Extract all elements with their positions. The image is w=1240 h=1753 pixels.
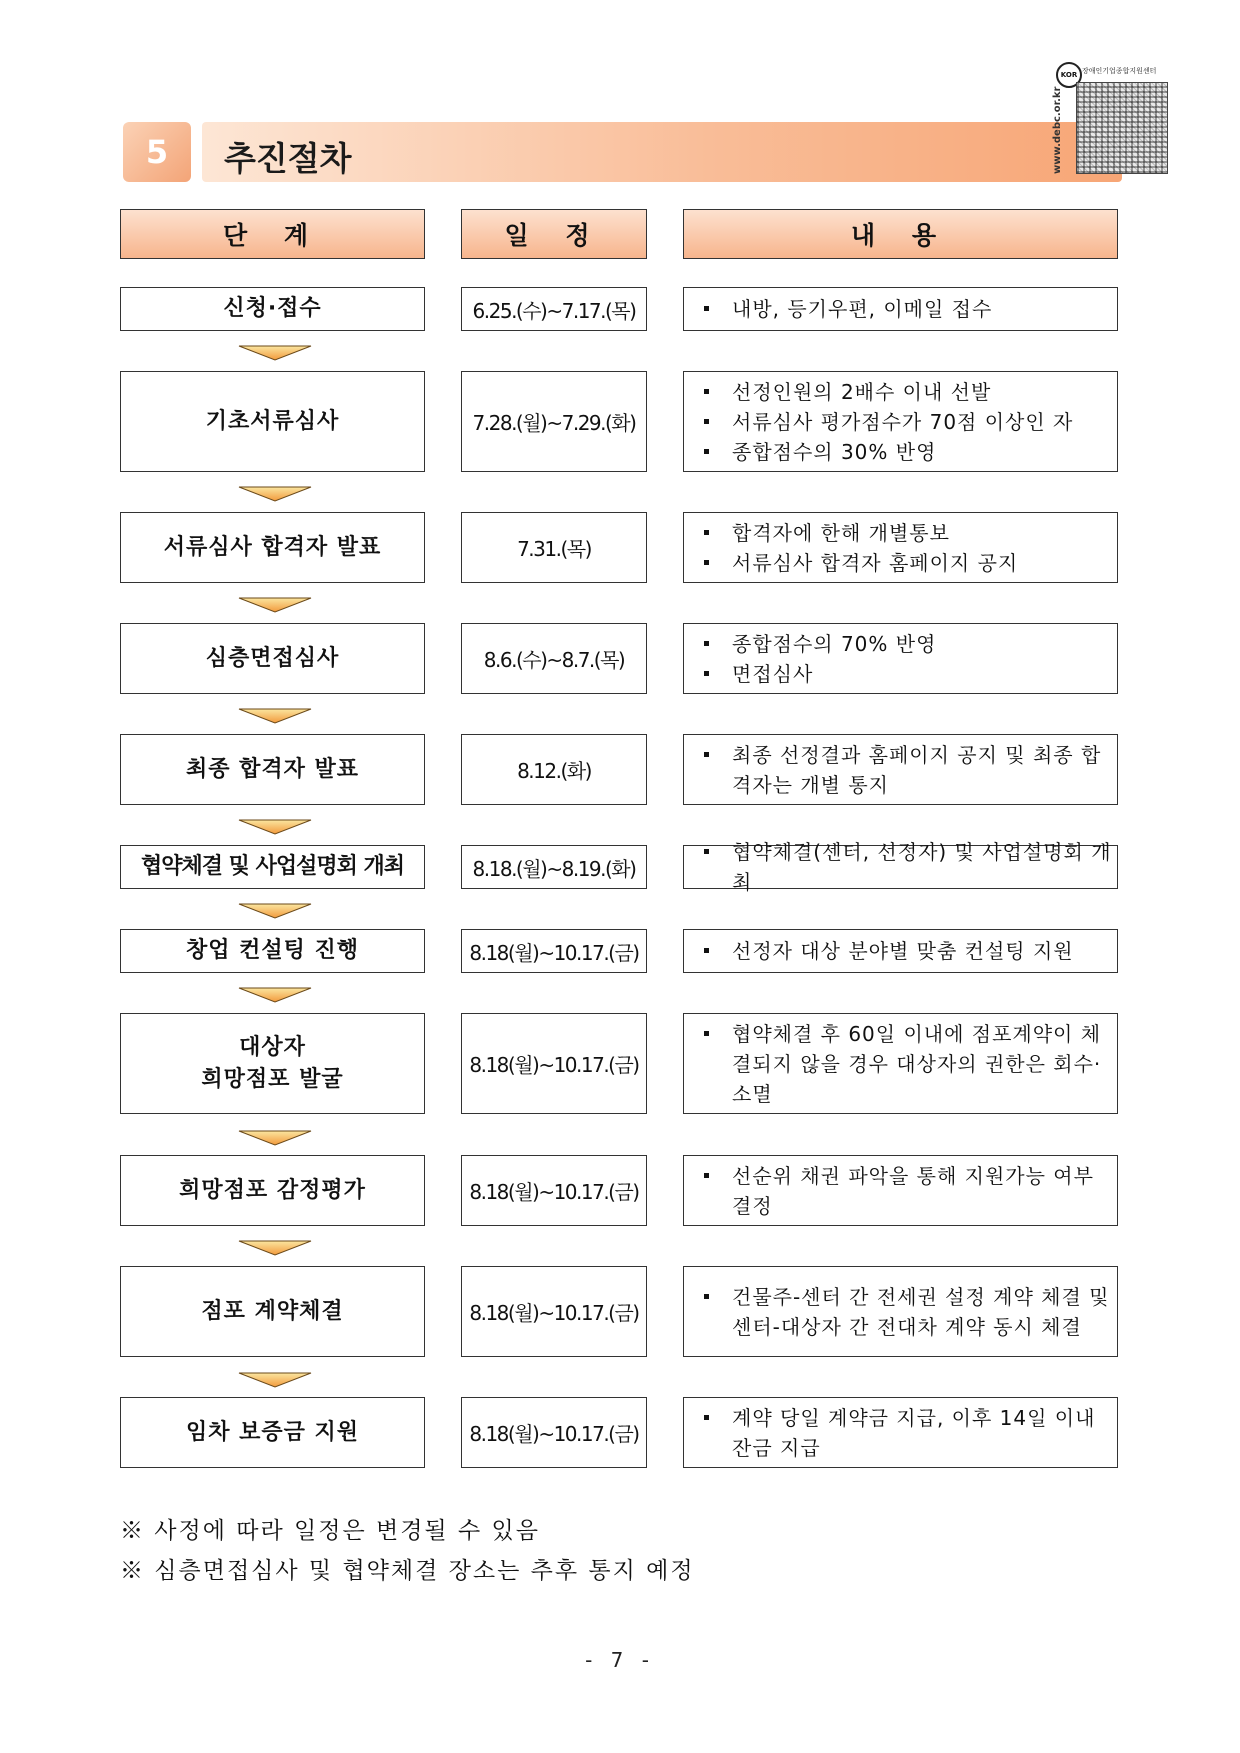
schedule-box xyxy=(461,1266,647,1357)
schedule-box xyxy=(461,287,647,331)
schedule-date: 8.18(월)~10.17.(금) xyxy=(469,940,639,965)
stage-label: 서류심사 합격자 발표 xyxy=(163,534,382,560)
stage-box xyxy=(120,1013,425,1114)
stage-box xyxy=(120,623,425,694)
content-bullet-item: 건물주-센터 간 전세권 설정 계약 체결 및 센터-대상자 간 전대차 계약 동시 체결 xyxy=(702,1282,1117,1342)
stage-box xyxy=(120,1397,425,1468)
content-box xyxy=(683,623,1118,694)
flow-down-arrow-icon xyxy=(238,903,312,919)
content-bullet-item: 협약체결(센터, 선정자) 및 사업설명회 개최 xyxy=(702,837,1117,897)
content-bullet-item: 합격자에 한해 개별통보 xyxy=(702,518,1117,548)
logo-url: www.debc.or.kr xyxy=(1052,86,1063,174)
schedule-date: 7.31.(목) xyxy=(517,537,591,561)
schedule-date: 7.28.(월)~7.29.(화) xyxy=(472,411,636,435)
schedule-date: 8.18.(월)~8.19.(화) xyxy=(472,856,636,881)
content-box xyxy=(683,371,1118,472)
stage-label: 창업 컨설팅 진행 xyxy=(185,938,360,964)
schedule-box xyxy=(461,734,647,805)
header-stage: 단 계 xyxy=(120,209,425,259)
stage-label: 협약체결 및 사업설명회 개최 xyxy=(140,854,404,880)
stage-box xyxy=(120,845,425,889)
organization-logo xyxy=(1052,60,1172,178)
schedule-date: 8.18(월)~10.17.(금) xyxy=(469,1053,639,1077)
note-venue-notice: ※ 심층면접심사 및 협약체결 장소는 추후 통지 예정 xyxy=(120,1558,695,1584)
section-title-band xyxy=(202,122,1122,182)
content-box xyxy=(683,1155,1118,1226)
section-number-badge xyxy=(123,122,191,182)
content-bullet-item: 선정인원의 2배수 이내 선발 xyxy=(702,377,1117,407)
page-number: - 7 - xyxy=(585,1648,655,1672)
schedule-box xyxy=(461,929,647,973)
schedule-box xyxy=(461,512,647,583)
content-box xyxy=(683,734,1118,805)
schedule-box xyxy=(461,845,647,889)
schedule-box xyxy=(461,1155,647,1226)
stage-box xyxy=(120,512,425,583)
schedule-date: 8.18(월)~10.17.(금) xyxy=(469,1180,639,1204)
stage-box xyxy=(120,1155,425,1226)
stage-label: 점포 계약체결 xyxy=(201,1298,344,1324)
schedule-box xyxy=(461,371,647,472)
content-box xyxy=(683,929,1118,973)
section-title: 추진절차 xyxy=(224,139,352,178)
section-number: 5 xyxy=(145,133,169,171)
kor-emblem-icon: KOR xyxy=(1056,62,1082,88)
flow-down-arrow-icon xyxy=(238,819,312,835)
stage-label: 희망점포 발굴 xyxy=(201,1066,344,1092)
stage-label: 임차 보증금 지원 xyxy=(185,1419,360,1445)
content-box xyxy=(683,1397,1118,1468)
content-box xyxy=(683,287,1118,331)
flow-down-arrow-icon xyxy=(238,486,312,502)
header-schedule: 일 정 xyxy=(461,209,647,259)
stage-label: 신청·접수 xyxy=(223,296,322,322)
stage-box xyxy=(120,371,425,472)
flow-down-arrow-icon xyxy=(238,345,312,361)
content-bullet-item: 면접심사 xyxy=(702,659,1117,689)
content-bullet-item: 계약 당일 계약금 지급, 이후 14일 이내 잔금 지급 xyxy=(702,1403,1117,1463)
content-bullet-item: 서류심사 평가점수가 70점 이상인 자 xyxy=(702,407,1117,437)
content-bullet-item: 선순위 채권 파악을 통해 지원가능 여부 결정 xyxy=(702,1161,1117,1221)
stage-box xyxy=(120,929,425,973)
schedule-date: 8.12.(화) xyxy=(517,759,591,783)
logo-org-name: 장애인기업종합지원센터 xyxy=(1082,67,1157,75)
stage-label: 최종 합격자 발표 xyxy=(185,756,360,782)
schedule-date: 8.18(월)~10.17.(금) xyxy=(469,1301,639,1325)
stage-label: 기초서류심사 xyxy=(205,408,340,434)
content-box xyxy=(683,1013,1118,1114)
content-bullet-item: 최종 선정결과 홈페이지 공지 및 최종 합격자는 개별 통지 xyxy=(702,740,1117,800)
schedule-box xyxy=(461,623,647,694)
content-box xyxy=(683,1266,1118,1357)
stage-box xyxy=(120,1266,425,1357)
schedule-box xyxy=(461,1397,647,1468)
stage-box xyxy=(120,287,425,331)
content-bullet-item: 종합점수의 70% 반영 xyxy=(702,629,1117,659)
flow-down-arrow-icon xyxy=(238,597,312,613)
flow-down-arrow-icon xyxy=(238,1240,312,1256)
note-schedule-change: ※ 사정에 따라 일정은 변경될 수 있음 xyxy=(120,1518,540,1544)
stage-label: 심층면접심사 xyxy=(205,645,340,671)
content-box xyxy=(683,512,1118,583)
flow-down-arrow-icon xyxy=(238,987,312,1003)
content-bullet-item: 종합점수의 30% 반영 xyxy=(702,437,1117,467)
schedule-date: 8.18(월)~10.17.(금) xyxy=(469,1422,639,1446)
qr-code-icon xyxy=(1076,82,1168,174)
content-bullet-item: 협약체결 후 60일 이내에 점포계약이 체결되지 않을 경우 대상자의 권한은 회수·소멸 xyxy=(702,1019,1117,1109)
flow-down-arrow-icon xyxy=(238,708,312,724)
flow-down-arrow-icon xyxy=(238,1130,312,1146)
stage-box xyxy=(120,734,425,805)
stage-label: 대상자 xyxy=(239,1034,306,1060)
schedule-box xyxy=(461,1013,647,1114)
content-bullet-item: 서류심사 합격자 홈페이지 공지 xyxy=(702,548,1117,578)
schedule-date: 8.6.(수)~8.7.(목) xyxy=(483,648,625,672)
header-content: 내 용 xyxy=(683,209,1118,259)
content-bullet-item: 선정자 대상 분야별 맞춤 컨설팅 지원 xyxy=(702,936,1117,966)
schedule-date: 6.25.(수)~7.17.(목) xyxy=(472,298,636,323)
flow-down-arrow-icon xyxy=(238,1372,312,1388)
content-bullet-item: 내방, 등기우편, 이메일 접수 xyxy=(702,294,1117,324)
content-box xyxy=(683,840,1118,894)
stage-label: 희망점포 감정평가 xyxy=(179,1177,366,1203)
